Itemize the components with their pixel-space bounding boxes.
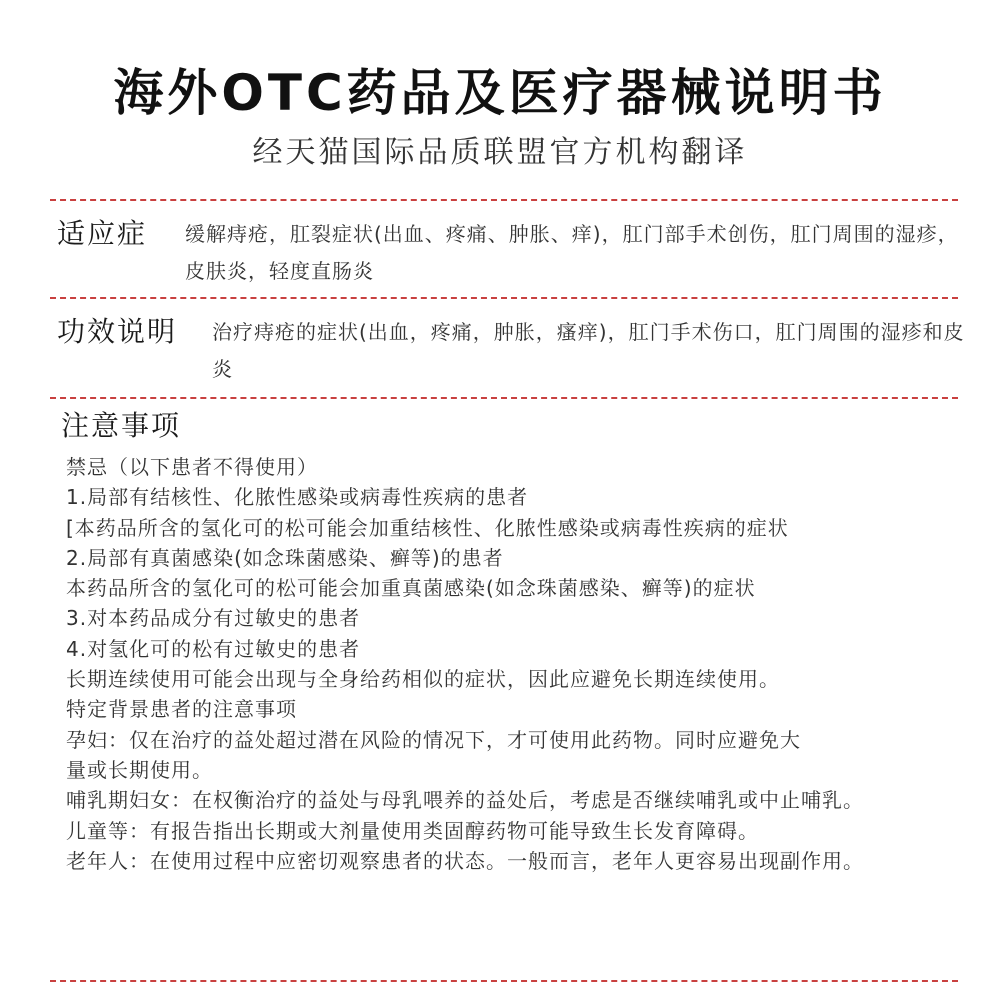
section-divider <box>50 397 958 399</box>
precaution-line: 禁忌（以下患者不得使用） <box>66 455 318 479</box>
page-title: 海外OTC药品及医疗器械说明书 <box>113 64 887 122</box>
precaution-line: 孕妇：仅在治疗的益处超过潜在风险的情况下，才可使用此药物。同时应避免大 <box>66 727 801 752</box>
precaution-line: 长期连续使用可能会出现与全身给药相似的症状，因此应避免长期连续使用。 <box>66 667 780 692</box>
section-divider <box>50 980 958 982</box>
precautions-list <box>66 452 966 876</box>
precaution-line: 4.对氢化可的松有过敏史的患者 <box>66 636 361 661</box>
precaution-line: 量或长期使用。 <box>66 757 213 782</box>
section-divider <box>50 199 958 201</box>
section-divider <box>50 297 958 299</box>
precautions-heading: 注意事项 <box>61 409 182 442</box>
precaution-line: 儿童等：有报告指出长期或大剂量使用类固醇药物可能导致生长发育障碍。 <box>66 818 759 843</box>
precaution-line: 本药品所含的氢化可的松可能会加重真菌感染(如念珠菌感染、癣等)的症状 <box>66 576 756 601</box>
page-subtitle: 经天猫国际品质联盟官方机构翻译 <box>252 135 748 170</box>
efficacy-heading: 功效说明 <box>57 315 178 348</box>
precaution-line: 1.局部有结核性、化脓性感染或病毒性疾病的患者 <box>66 485 529 510</box>
precaution-line: 3.对本药品成分有过敏史的患者 <box>66 606 361 631</box>
precaution-line: [本药品所含的氢化可的松可能会加重结核性、化脓性感染或病毒性疾病的症状 <box>66 515 789 540</box>
precaution-line: 哺乳期妇女：在权衡治疗的益处与母乳喂养的益处后，考虑是否继续哺乳或中止哺乳。 <box>66 788 864 813</box>
precaution-line: 老年人：在使用过程中应密切观察患者的状态。一般而言，老年人更容易出现副作用。 <box>66 848 864 873</box>
indications-heading: 适应症 <box>57 217 148 250</box>
precaution-line: 2.局部有真菌感染(如念珠菌感染、癣等)的患者 <box>66 545 504 570</box>
indications-text: 缓解痔疮，肛裂症状(出血、疼痛、肿胀、痒)，肛门部手术创伤，肛门周围的湿疹，皮肤炎，轻度直肠炎 <box>185 222 959 283</box>
efficacy-text: 治疗痔疮的症状(出血，疼痛，肿胀，瘙痒)，肛门手术伤口，肛门周围的湿疹和皮炎 <box>212 320 965 381</box>
precaution-line: 特定背景患者的注意事项 <box>66 697 297 722</box>
